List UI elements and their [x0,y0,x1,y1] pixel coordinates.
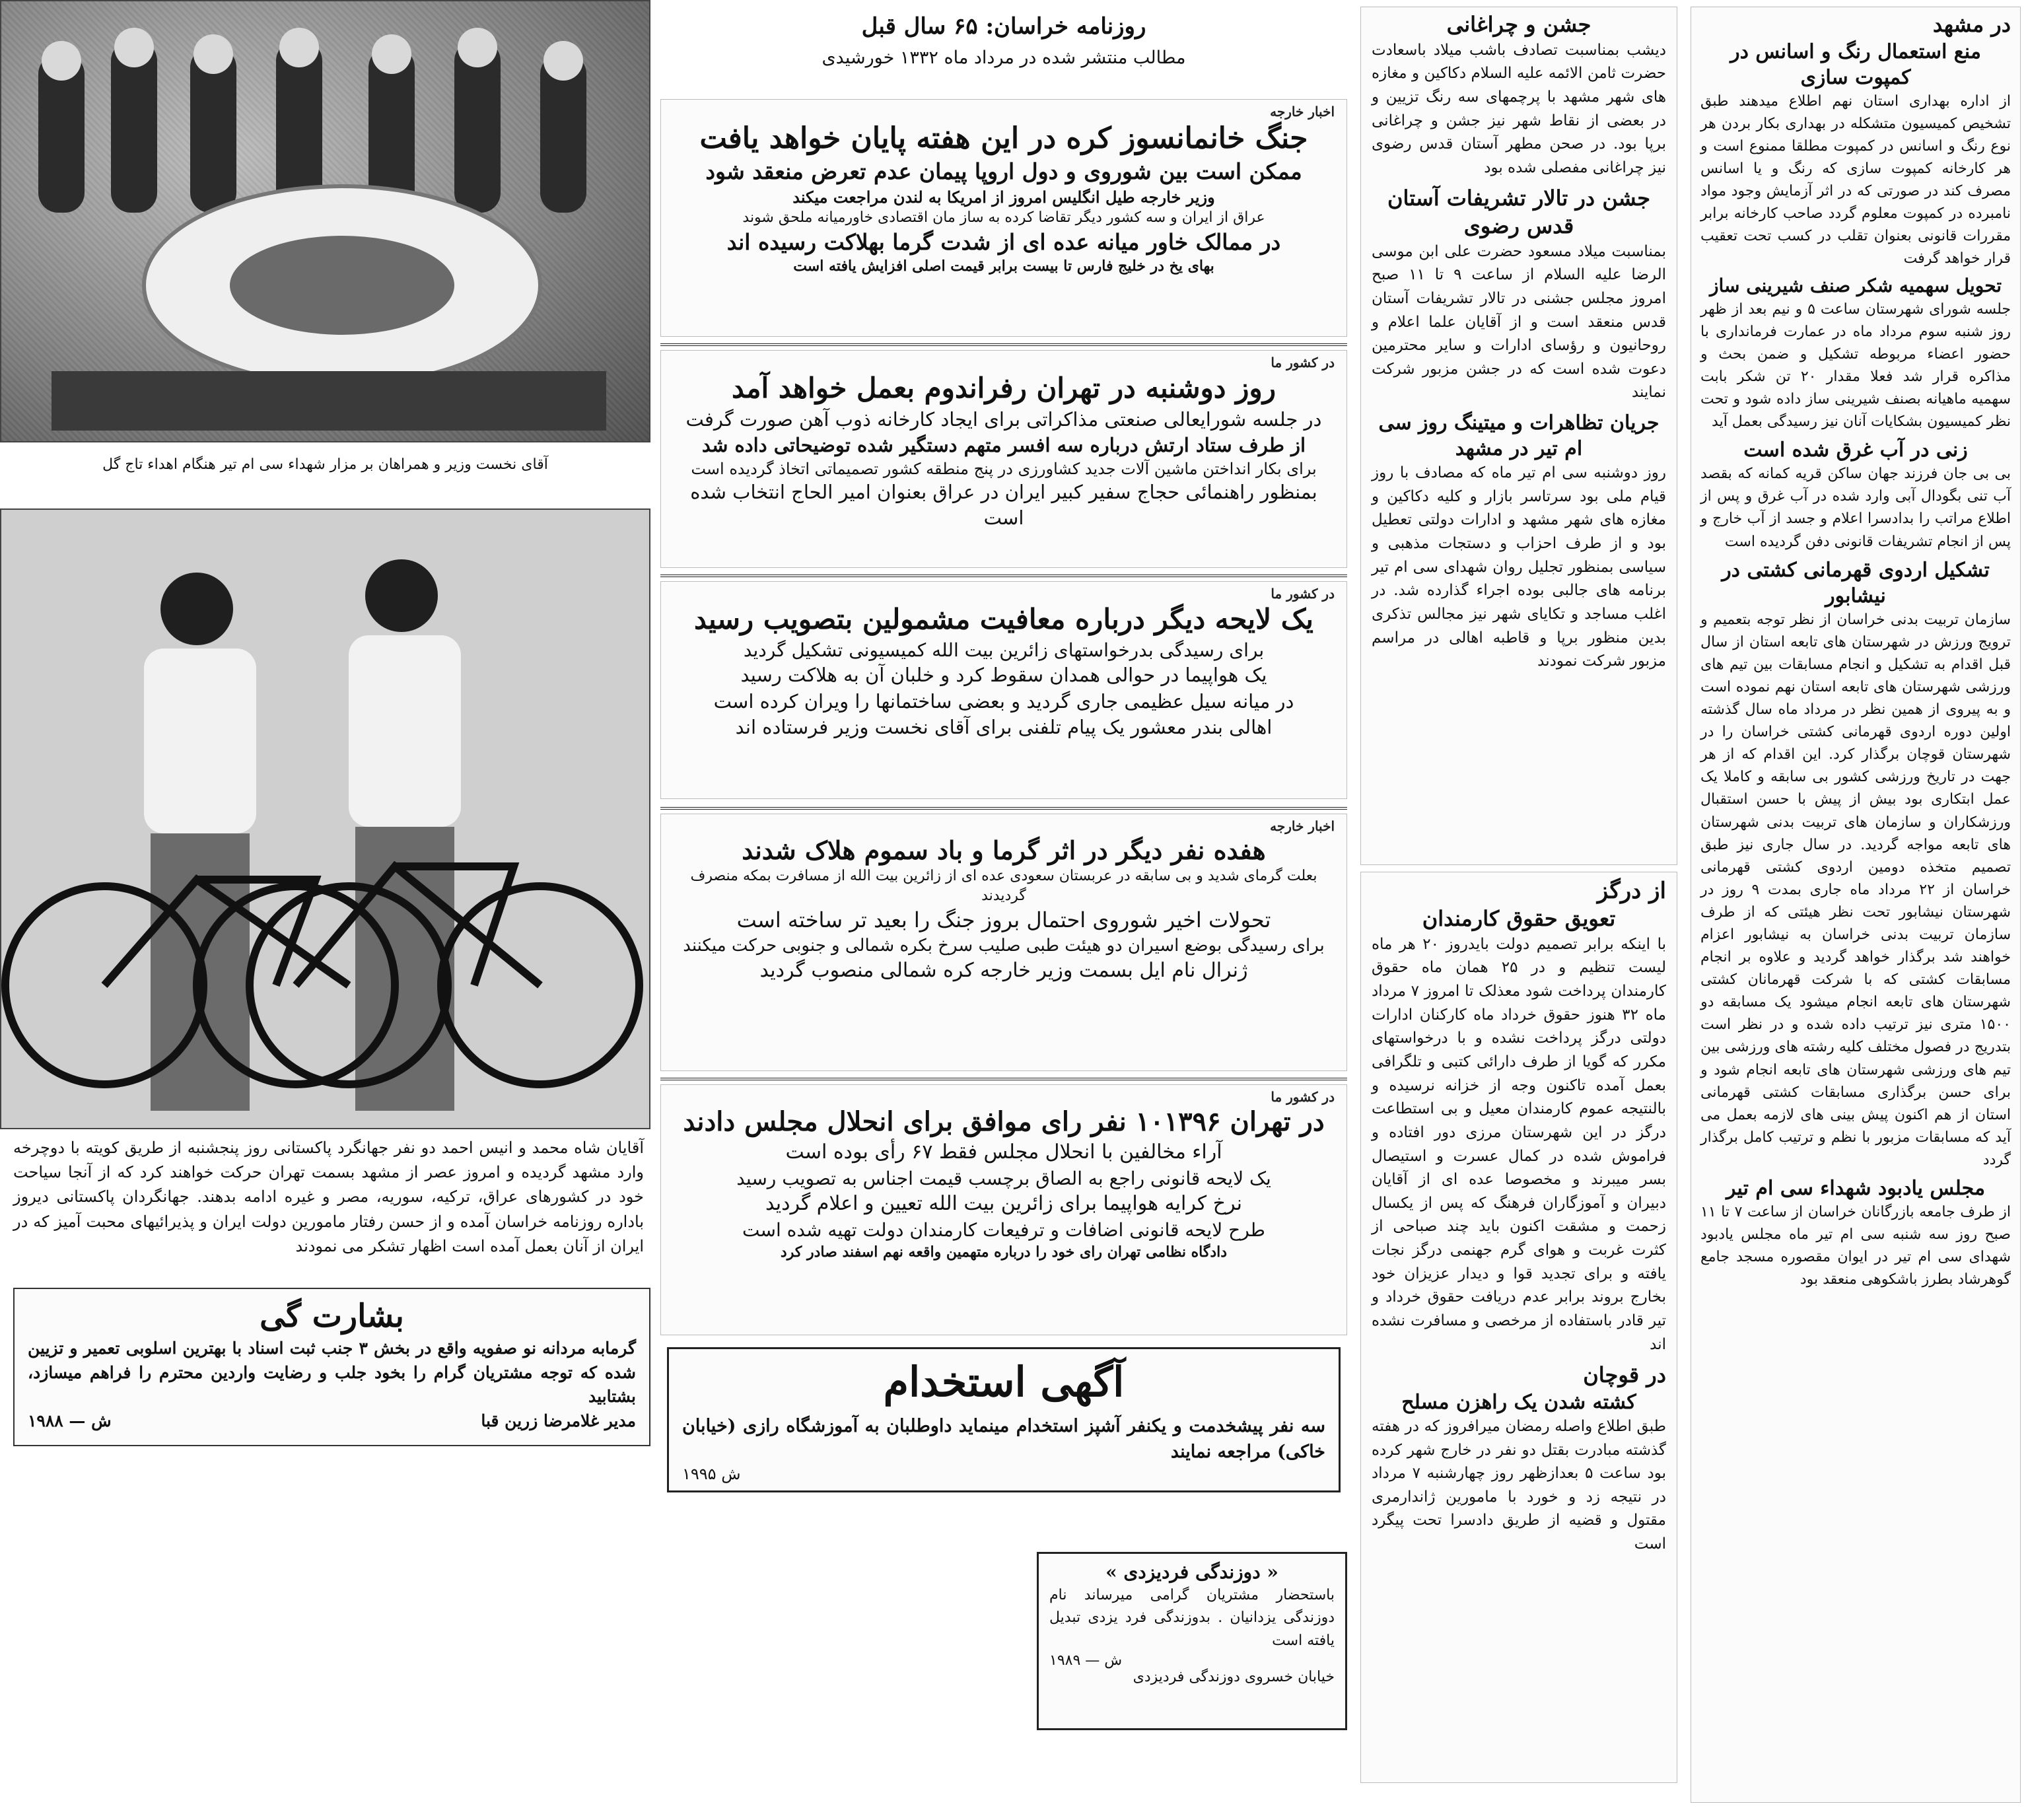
subline: آراء مخالفین با انحلال مجلس فقط ۶۷ رأی بوده است [785,1140,1222,1164]
photo-wreath-ceremony [0,0,650,442]
article-body: بمناسبت میلاد مسعود حضرت علی ابن موسی الرضا علیه السلام از ساعت ۹ تا ۱۱ صبح امروز مجلس جشنی در تالار تشریفات آستان قدس منعقد است و از آقایان علما اعلام و روحانیون و رؤسای ادارات و سایر محترمین دعوت شده است که در جشن مزبور شرکت نمایند [1372,242,1666,402]
subline: وزیر خارجه طیل انگلیس امروز از امریکا به لندن مراجعت میکند [792,187,1215,207]
subline: یک لایحه قانونی راجع به الصاق برچسب قیمت اجناس به تصویب رسید [736,1167,1271,1189]
subline: برای رسیدگی بوضع اسیران دو هیئت طبی صلیب سرخ بکره شمالی و جنوبی حرکت میکنند [683,935,1325,956]
news-block-3 [660,581,1347,799]
subline: بعلت گرمای شدید و بی سابقه در عربستان سعودی عده ای از زائرین بیت الله از مسافرت بمکه منصرف گردیدند [690,868,1317,905]
section-label: اخبار خارجه [1270,818,1335,834]
article-body: از اداره بهداری استان نهم اطلاع میدهند طبق تشخیص کمیسیون متشکله در بهداری بکار بردن هر نوع رنگ و اسانس در کمپوت مطلقا ممنوع است و هر کارخانه کمپوت سازی که رنگ و یا اسانس مصرف کند در صورتی که در اثر آزمایش وجود مواد نامبرده در کمپوت معلوم گردد صاحب کارخانه برابر مقررات قانونی بعنوان تقلب در کسب تحت تعقیب قرار خواهد گرفت [1700,92,2011,267]
article-heading: جشن و چراغانی [1446,12,1591,37]
column-mashhad-events [1360,7,1677,865]
subline: تحولات اخیر شوروی احتمال بروز جنگ را بعید تر ساخته است [736,907,1271,932]
subline: در جلسه شورایعالی صنعتی مذاکراتی برای ایجاد کارخانه ذوب آهن صورت گرفت [685,407,1322,431]
news-block-4 [660,814,1347,1071]
ad-employment-code: ش ۱۹۹۵ [682,1464,741,1483]
subline: بمنظور راهنمائی حجاج سفیر کبیر ایران در عراق بعنوان امیر الحاج انتخاب شده است [690,481,1317,530]
article-body: از طرف جامعه بازرگانان خراسان از ساعت ۷ تا ۱۱ صبح روز سه شنبه سی ام تیر ماه مجلس یادبود شهدای سی ام تیر در ایوان مقصوره مسجد جامع گوهرشاد بطرز باشکوهی منعقد بود [1700,1204,2011,1288]
ad-tailor [1037,1552,1347,1730]
masthead-title: روزنامه خراسان: ۶۵ سال قبل [861,13,1146,40]
article-body: با اینکه برابر تصمیم دولت بایدروز ۲۰ هر ماه لیست تنظیم و در ۲۵ همان ماه حقوق کارمندان پرداخت شود معذلک تا امروز ۷ مرداد ماه ۳۲ هنوز حقوق خرداد ماه کارکنان ادارات دولتی درگز پرداخت نشده و با درخواستهای مکرر که گویا از طرف دارائی کتبی و تلگرافی بعمل آمده تاکنون وجه از خزانه نرسیده و بالنتیجه عموم کارمندان معیل و بی استطاعت درگز در این شهرستان مرزی دور افتاده و فراموش شده در کمال عسرت و استیصال بسر میبرند و مخصوصا عده ای از آقایان دبیران و آموزگاران فرهنگ که پس از یکسال زحمت و مشقت اکنون باید چند صباحی از کثرت غربت و هوای گرم جهنمی درگز نجات یافته و برای تجدید قوا و دیدار عزیزان خود بخارج بروند برابر عدم دریافت حقوق خرداد و تیر قادر باستفاده از مرخصی و مسافرت نشده اند [1372,935,1666,1353]
ad-employment-body: سه نفر پیشخدمت و یکنفر آشپز استخدام مینماید داوطلبان به آموزشگاه رازی (خیابان خاکی) مراجعه نمایند [682,1415,1325,1462]
headline: یک لایحه دیگر درباره معافیت مشمولین بتصویب رسید [694,603,1313,635]
subline: طرح لایحه قانونی اضافات و ترفیعات کارمندان دولت تهیه شده است [742,1218,1265,1241]
article-body: بی بی جان فرزند جهان ساکن قریه کمانه که بقصد آب تنی بگودال آبی وارد شده در آب غرق و پس از اطلاع مراتب را بدادسرا اعلام و جسد از آب خارج و پس از انجام تشریفات قانونی دفن گردیده است [1700,466,2011,550]
news-block-1 [660,99,1347,337]
news-block-2 [660,350,1347,568]
cyclists-illustration [0,510,649,1129]
ad-tailor-address: خیابان خسروی دوزندگی فردیزدی [1133,1668,1335,1685]
news-block-5 [660,1084,1347,1335]
ad-bathhouse-code: ش — ۱۹۸۸ [28,1411,112,1431]
ad-bathhouse-signature: مدیر غلامرضا زرین قبا [481,1411,636,1431]
subline: برای بکار انداختن ماشین آلات جدید کشاورزی در پنج منطقه کشور تصمیماتی اتخاذ گردیده است [691,459,1317,478]
section-label: در قوچان [1583,1362,1666,1388]
article-heading: تعویق حقوق کارمندان [1422,906,1616,932]
subline: نرخ کرایه هواپیما برای زائرین بیت الله تعیین و اعلام گردید [765,1192,1242,1216]
ad-employment-heading: آگهی استخدام [883,1358,1125,1406]
section-label: اخبار خارجه [1270,104,1335,120]
ad-tailor-body: باستحضار مشتریان گرامی میرساند نام دوزندگی یزدانیان . بدوزندگی فرد یزدی تبدیل یافته است [1049,1587,1335,1649]
subline: اهالی بندر معشور یک پیام تلفنی برای آقای نخست وزیر فرستاده اند [735,715,1273,738]
subline: برای رسیدگی بدرخواستهای زائرین بیت الله کمیسیونی تشکیل گردید [743,639,1265,661]
section-label: از درگز [1597,878,1666,904]
article-body: سازمان تربیت بدنی خراسان از نظر توجه بتعمیم و ترویج ورزش در شهرستان های تابعه استان از سال قبل اقدام به تشکیل و انجام مسابقات بین تیم های ورزشی شهرستان های تابعه استان نهم نموده است و به پیروی از همین نظر در مرداد ماه سال گذشته اولین دوره اردوی قهرمانی کشتی خراسان را در شهرستان قوچان برگذار کرد. این اقدام که از هر جهت در تاریخ ورزشی کشور بی سابقه و کاملا یک عمل ابتکاری بود بیش از پیش با حسن استقبال ورزشکاران و سازمان های تربیت بدنی شهرستان های تابعه مواجه گردید. در سال جاری نیز طبق تصمیم متخذه دومین اردوی کشتی قهرمانی خراسان از ۲۲ مرداد ماه جاری بمدت ۹ روز در شهرستان نیشابور تحت نظر هیئتی که از طرف سازمان تربیت بدنی خراسان به نیشابور اعزام خواهند شد برگذار خواهد گردید و علاوه بر انجام مسابقات کشتی که با شرکت قهرمانان کشتی شهرستان های تابعه انجام میشود یک مسابقه دو ۱۵۰۰ متری نیز ترتیب داده شده و در نظر است بتدریج در فصول مختلف کلیه رشته های ورزشی بین تیم های ورزشی شهرستان های تابعه انجام شود و برای حسن برگذاری مسابقات کشتی قهرمانی استان از هم اکنون پیش بینی های لازمه بعمل می آید که مسابقات مزبور با نظم و ترتیب کامل برگذار گردد [1700,611,2011,1168]
ad-tailor-code: ش — ۱۹۸۹ [1049,1652,1123,1669]
section-label: در کشور ما [1271,586,1335,602]
subline: دادگاه نظامی تهران رای خود را درباره متهمین واقعه نهم اسفند صادر کرد [780,1243,1228,1261]
article-heading: تشکیل اردوی قهرمانی کشتی در نیشابور [1722,558,1990,608]
article-heading: جشن در تالار تشریفات آستان قدس رضوی [1387,186,1650,239]
subline: یک هواپیما در حوالی همدان سقوط کرد و خلبان آن به هلاکت رسید [740,664,1267,687]
section-label: در کشور ما [1271,1089,1335,1105]
subline: در ممالک خاور میانه عده ای از شدت گرما بهلاکت رسیده اند [726,228,1281,255]
ad-bathhouse-body: گرمابه مردانه نو صفویه واقع در بخش ۳ جنب ثبت اسناد با بهترین اسلوبی تعمیر و تزیین شده که توجه مشتریان گرام را بخود جلب و رضایت واردین محترم را فراهم میسازد، بشتابید [28,1339,637,1406]
photo-pakistani-cyclists [0,508,650,1129]
ad-employment [667,1347,1341,1492]
column-dargaz-quchan [1360,872,1677,1783]
divider [660,575,1347,577]
headline: روز دوشنبه در تهران رفراندوم بعمل خواهد آمد [732,372,1276,404]
subline: عراق از ایران و سه کشور دیگر تقاضا کرده به ساز مان اقتصادی خاورمیانه ملحق شوند [742,209,1265,227]
article-body: روز دوشنبه سی ام تیر ماه که مصادف با روز قیام ملی بود سرتاسر بازار و کلیه دکاکین و مغازه های شهر مشهد و ادارات دولتی تعطیل بود و از طرف احزاب و دستجات مذهبی و سیاسی بمنظور تجلیل روان شهدای سی ام تیر برنامه های جالبی بوده اجراء گذارده شد. در اغلب مساجد و تکایای شهر نیز مجالس تذکری بدین منظور برپا و قاطبه اهالی در مراسم مزبور شرکت نمودند [1372,464,1666,670]
subline: در میانه سیل عظیمی جاری گردید و بعضی ساختمانها را ویران کرده است [713,689,1294,713]
article-heading: تحویل سهمیه شکر صنف شیرینی ساز [1709,275,2002,297]
ad-bathhouse-heading: بشارت گی [260,1298,404,1335]
photo-top-caption: آقای نخست وزیر و همراهان بر مزار شهداء سی ام تیر هنگام اهداء تاج گل [102,456,548,473]
headline: هفده نفر دیگر در اثر گرما و باد سموم هلاک شدند [742,835,1266,865]
subline: بهای یخ در خلیج فارس تا بیست برابر قیمت اصلی افزایش یافته است [793,258,1214,275]
wreath-ceremony-illustration [0,1,649,442]
article-body: جلسه شورای شهرستان ساعت ۵ و نیم بعد از ظهر روز شنبه سوم مرداد ماه در عمارت فرمانداری با حضور اعضاء مربوطه تشکیل و ضمن بحث و مذاکره قرار شد فعلا مقدار ۲۰ تن شکر بابت سهمیه ماهیانه بصنف شیرینی ساز داده شود و تحت نظر کمیسیون بشکایات آنان نیز رسیدگی بعمل آید [1700,300,2011,431]
article-heading: کشته شدن یک راهزن مسلح [1401,1390,1636,1414]
article-heading: منع استعمال رنگ و اسانس در کمپوت سازی [1730,40,1981,89]
article-heading: مجلس یادبود شهداء سی ام تیر [1726,1177,1986,1201]
ad-tailor-heading: « دوزندگی فردیزدی » [1105,1561,1278,1583]
subline: ممکن است بین شوروی و دول اروپا پیمان عدم تعرض منعقد شود [705,158,1302,185]
section-label: در کشور ما [1271,355,1335,370]
divider [660,1078,1347,1080]
article-heading: زنی در آب غرق شده است [1743,438,1968,462]
article-body: طبق اطلاع واصله رمضان میرافروز که در هفته گذشته مبادرت بقتل دو نفر در خارج شهر کرده بود ساعت ۵ بعدازظهر روز چهارشنبه ۷ مرداد در نتیجه زد و خورد با مامورین ژاندارمری مقتول و قضیه از طریق دادسرا تحت پیگرد است [1372,1417,1666,1553]
headline: جنگ خانمانسوز کره در این هفته پایان خواهد یافت [699,122,1308,155]
section-label: در مشهد [1932,12,2011,37]
photo-bottom-caption: آقایان شاه محمد و انیس احمد دو نفر جهانگرد پاکستانی روز پنجشنبه از طریق کویته با دوچرخه وارد مشهد گردیده و امروز عصر از مشهد بسمت تهران حرکت خواهند کرد که از آنجا سیاحت خود در کشورهای عراق، ترکیه، سوریه، مصر و غیره ادامه بدهند. جهانگردان پاکستانی دیروز باداره روزنامه خراسان آمده و از حسن رفتار مامورین دولت ایران و پذیرائیهای محبت آمیز که در ایران از آنان بعمل آمده است اظهار تشکر می نمودند [13,1138,644,1255]
subline: از طرف ستاد ارتش درباره سه افسر متهم دستگیر شده توضیحاتی داده شد [701,433,1306,456]
article-body: دیشب بمناسبت تصادف باشب میلاد باسعادت حضرت ثامن الائمه علیه السلام دکاکین و مغازه های شهر مشهد با پرچمهای سه رنگ تزیین و در بعضی از نقاط شهر نیز جشن و چراغانی برپا بود. در صحن مطهر آستان قدس رضوی نیز چراغانی مفصلی شده بود [1372,41,1666,176]
divider [660,343,1347,346]
article-heading: جریان تظاهرات و میتینگ روز سی ام تیر در مشهد [1378,411,1660,461]
headline: در تهران ۱۰۱۳۹۶ نفر رای موافق برای انحلال مجلس دادند [683,1106,1325,1137]
subline: ژنرال نام ایل بسمت وزیر خارجه کره شمالی منصوب گردید [759,959,1248,983]
divider [660,807,1347,810]
masthead-subtitle: مطالب منتشر شده در مرداد ماه ۱۳۳۲ خورشیدی [822,48,1186,68]
column-in-mashhad [1691,7,2021,1803]
ad-bathhouse [13,1288,650,1446]
